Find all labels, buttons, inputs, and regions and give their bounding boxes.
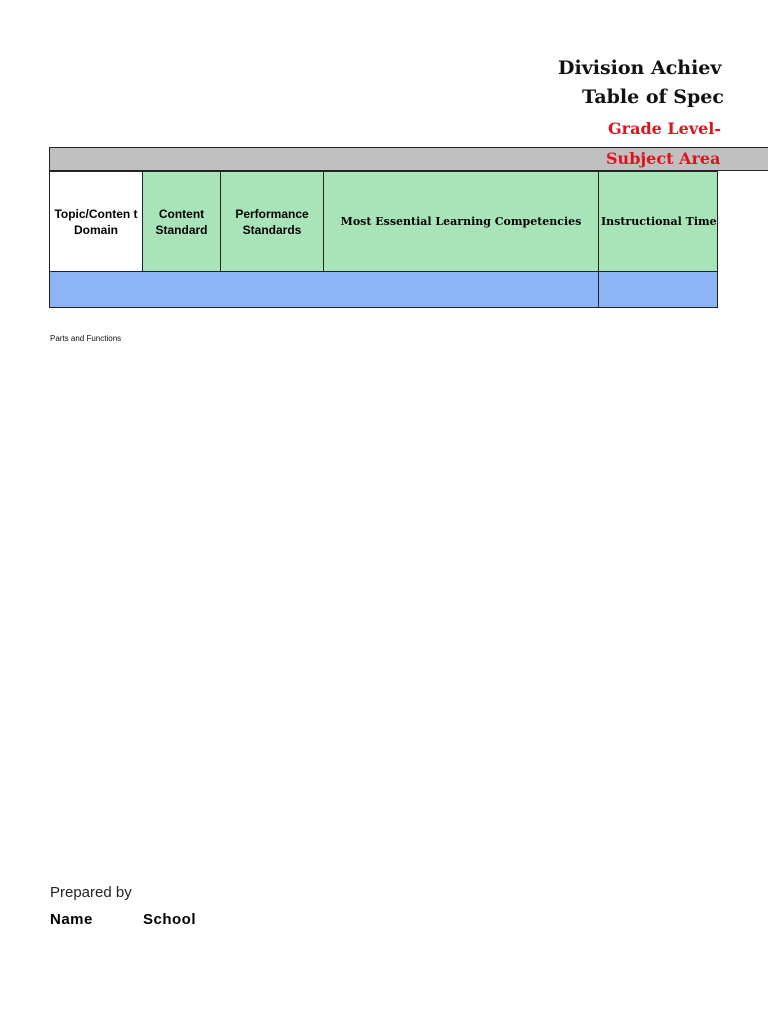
table-header-row: [50, 172, 718, 272]
header-content-standard: Content Standard: [143, 172, 221, 272]
header-performance-standards: Performance Standards: [221, 172, 324, 272]
header-instructional-time: Instructional Time: [599, 172, 718, 272]
prepared-by-label: Prepared by: [50, 884, 132, 901]
parts-functions-note: Parts and Functions: [50, 334, 122, 343]
specification-table: [49, 171, 718, 308]
document-title-line-2: Table of Spec: [582, 86, 724, 108]
subject-area-heading: Subject Area: [606, 149, 721, 168]
document-title-line-1: Division Achiev: [558, 57, 722, 79]
blue-row-cell-wide: [50, 272, 599, 308]
school-label: School: [143, 911, 197, 928]
table-row: [50, 272, 718, 308]
header-learning-competencies: Most Essential Learning Competencies: [324, 172, 599, 272]
header-topic-domain: Topic/Conten t Domain: [50, 172, 143, 272]
grade-level-heading: Grade Level-: [608, 119, 722, 138]
blue-row-cell-time: [599, 272, 718, 308]
name-label: Name: [50, 911, 93, 928]
